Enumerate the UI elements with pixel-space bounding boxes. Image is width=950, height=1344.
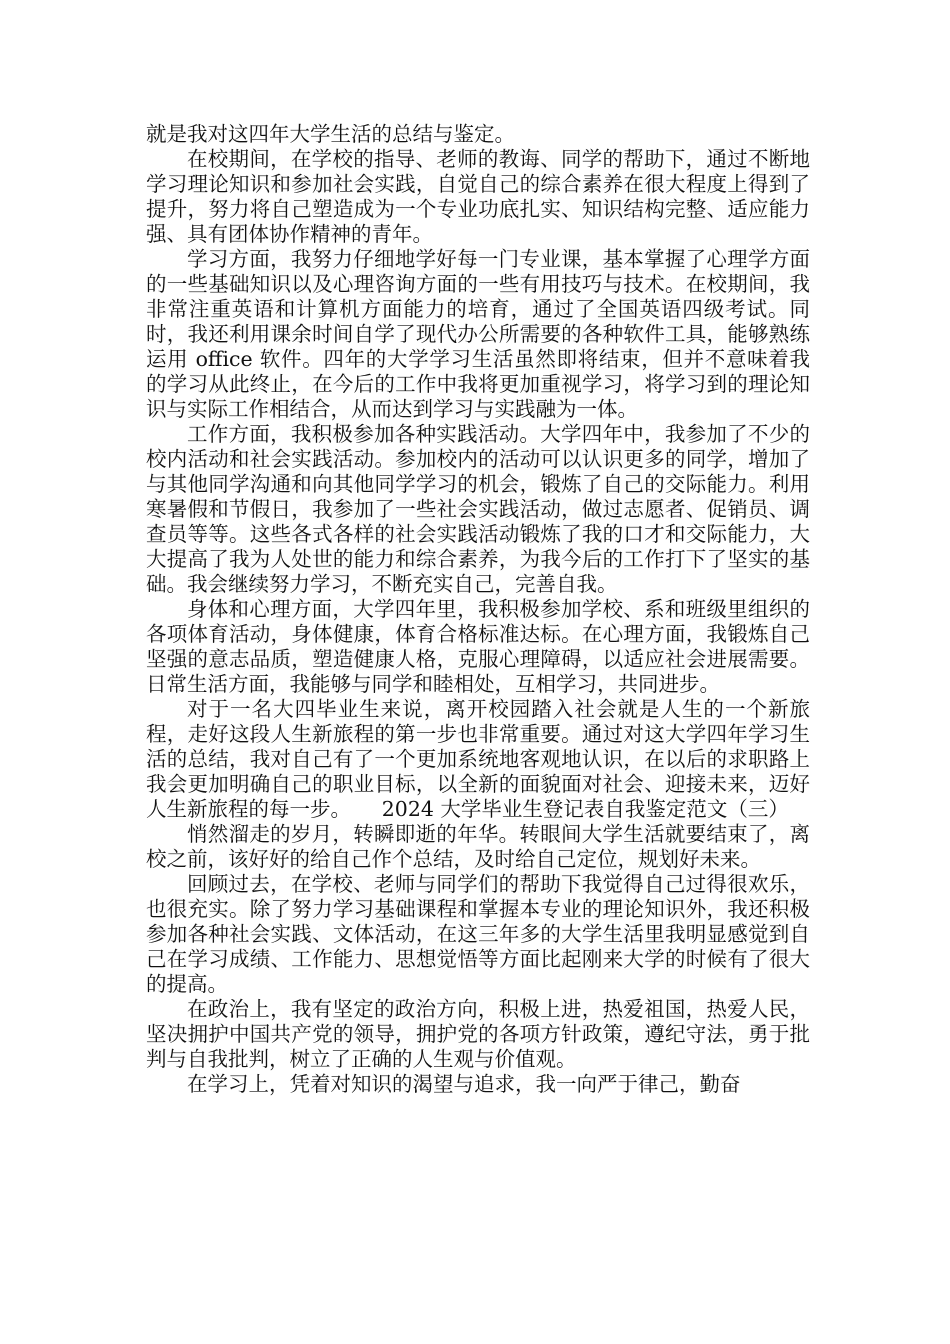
paragraph-10: 在学习上，凭着对知识的渴望与追求，我一向严于律己，勤奋 — [187, 1072, 741, 1096]
paragraph-2: 在校期间，在学校的指导、老师的教诲、同学的帮助下，通过不断地学习理论知识和参加社会实践，自觉自己的综合素养在很大程度上得到了提升，努力将自己塑造成为一个专业功底扎实、知识结构完整、适应能力强、具有团体协作精神的青年。 — [146, 147, 810, 246]
paragraph-1: 就是我对这四年大学生活的总结与鉴定。 — [146, 122, 515, 146]
paragraph-6: 对于一名大四毕业生来说，离开校园踏入社会就是人生的一个新旅程，走好这段人生新旅程的第一步也非常重要。通过对这大学四年学习生活的总结，我对自己有了一个更加系统地客观地认识，在以后的求职路上我会更加明确自己的职业目标，以全新的面貌面对社会、迎接未来，迈好人生新旅程的每一步。 2024 大学毕业生登记表自我鉴定范文（三） — [146, 697, 810, 821]
paragraph-5: 身体和心理方面，大学四年里，我积极参加学校、系和班级里组织的各项体育活动，身体健康，体育合格标准达标。在心理方面，我锻炼自己坚强的意志品质，塑造健康人格，克服心理障碍，以适应社会进展需要。日常生活方面，我能够与同学和睦相处，互相学习，共同进步。 — [146, 597, 810, 696]
paragraph-3: 学习方面，我努力仔细地学好每一门专业课，基本掌握了心理学方面的一些基础知识以及心理咨询方面的一些有用技巧与技术。在校期间，我非常注重英语和计算机方面能力的培育，通过了全国英语四级考试。同时，我还利用课余时间自学了现代办公所需要的各种软件工具，能够熟练运用 office 软件。四年的大学学习生活虽然即将结束，但并不意味着我的学习从此终止，在今后的工作中我将更加重视学习，将学习到的理论知识与实际工作相结合，从而达到学习与实践融为一体。 — [146, 247, 810, 421]
document-page — [146, 122, 810, 1097]
paragraph-4: 工作方面，我积极参加各种实践活动。大学四年中，我参加了不少的校内活动和社会实践活动。参加校内的活动可以认识更多的同学，增加了与其他同学沟通和向其他同学学习的机会，锻炼了自己的交际能力。利用寒暑假和节假日，我参加了一些社会实践活动，做过志愿者、促销员、调查员等等。这些各式各样的社会实践活动锻炼了我的口才和交际能力，大大提高了我为人处世的能力和综合素养，为我今后的工作打下了坚实的基础。我会继续努力学习，不断充实自己，完善自我。 — [146, 422, 810, 596]
paragraph-9: 在政治上，我有坚定的政治方向，积极上进，热爱祖国，热爱人民，坚决拥护中国共产党的领导，拥护党的各项方针政策，遵纪守法，勇于批判与自我批判，树立了正确的人生观与价值观。 — [146, 997, 810, 1071]
paragraph-8: 回顾过去，在学校、老师与同学们的帮助下我觉得自己过得很欢乐，也很充实。除了努力学习基础课程和掌握本专业的理论知识外，我还积极参加各种社会实践、文体活动，在这三年多的大学生活里我明显感觉到自己在学习成绩、工作能力、思想觉悟等方面比起刚来大学的时候有了很大的提高。 — [146, 872, 810, 996]
paragraph-7: 悄然溜走的岁月，转瞬即逝的年华。转眼间大学生活就要结束了，离校之前，该好好的给自己作个总结，及时给自己定位，规划好未来。 — [146, 822, 810, 871]
